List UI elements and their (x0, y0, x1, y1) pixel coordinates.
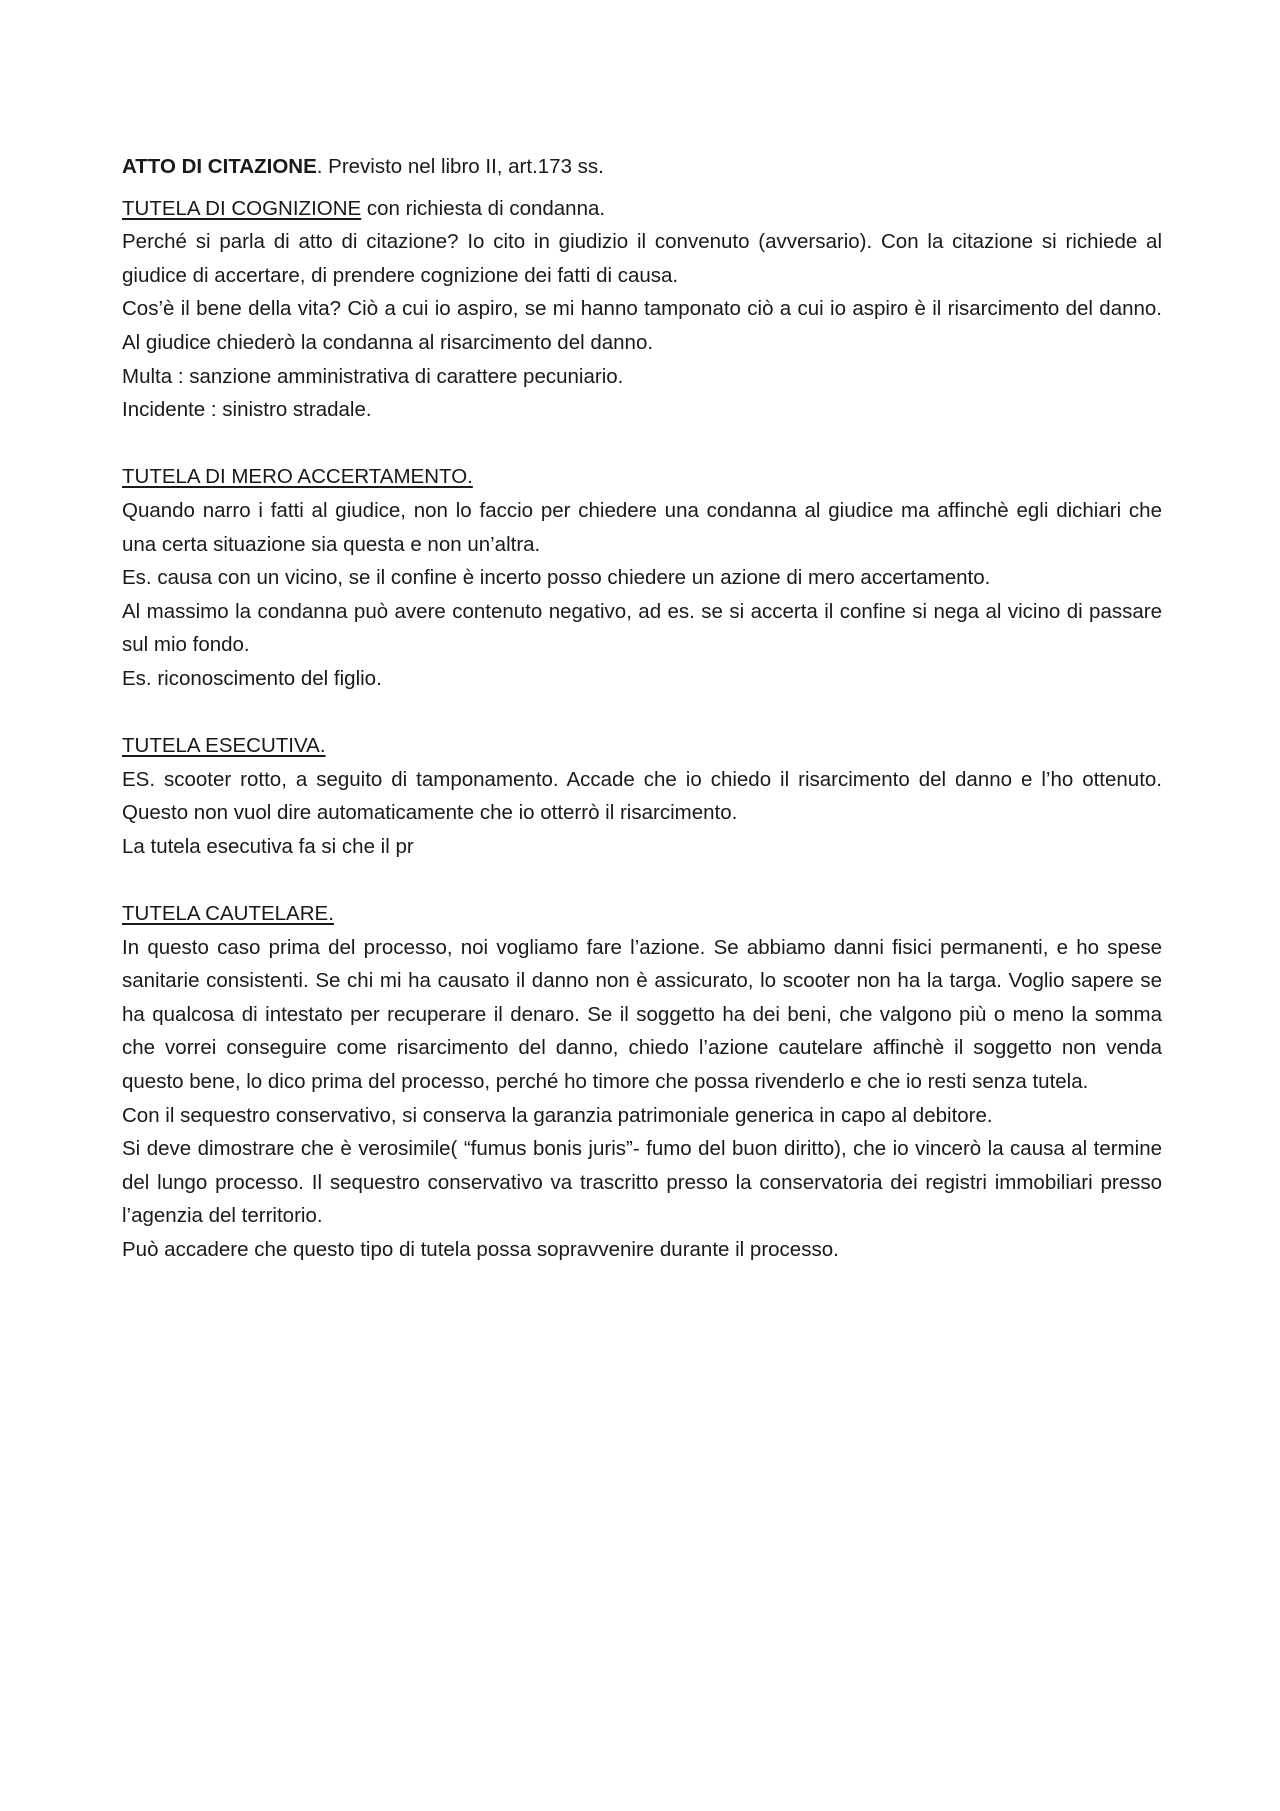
spacer (122, 863, 1162, 897)
paragraph: Incidente : sinistro stradale. (122, 398, 372, 422)
section-heading-line (122, 897, 1162, 931)
section-cautelare (122, 897, 1162, 1267)
section-cognizione (122, 192, 1162, 427)
paragraph: Multa : sanzione amministrativa di carattere pecuniario. (122, 364, 624, 388)
section-heading: TUTELA CAUTELARE. (122, 902, 334, 926)
spacer (122, 696, 1162, 730)
spacer (122, 184, 1162, 192)
paragraph: Quando narro i fatti al giudice, non lo faccio per chiedere una condanna al giudice ma affinchè egli dichiari che una certa situazione sia questa e non un’altra. (122, 498, 1162, 556)
section-heading-line (122, 460, 1162, 494)
section-accertamento (122, 460, 1162, 695)
document-title-line (122, 150, 1162, 184)
paragraph: Si deve dimostrare che è verosimile( “fumus bonis juris”- fumo del buon diritto), che io vincerò la causa al termine del lungo processo. Il sequestro conservativo va trascritto presso la conservatoria dei registri immobiliari presso l’agenzia del territorio. (122, 1137, 1162, 1228)
document-page (122, 150, 1162, 1267)
paragraph: Es. riconoscimento del figlio. (122, 666, 382, 690)
section-heading: TUTELA DI COGNIZIONE (122, 196, 362, 220)
paragraph: Con il sequestro conservativo, si conserva la garanzia patrimoniale generica in capo al debitore. (122, 1103, 993, 1127)
section-heading: TUTELA ESECUTIVA. (122, 734, 326, 758)
paragraph: In questo caso prima del processo, noi vogliamo fare l’azione. Se abbiamo danni fisici permanenti, e ho spese sanitarie consistenti. Se chi mi ha causato il danno non è assicurato, lo scooter non ha la targa. Voglio sapere se ha qualcosa di intestato per recuperare il denaro. Se il soggetto ha dei beni, che valgono più o meno la somma che vorrei conseguire come risarcimento del danno, chiedo l’azione cautelare affinchè il soggetto non venda questo bene, lo dico prima del processo, perché ho timore che possa rivenderlo e che io resti senza tutela. (122, 935, 1162, 1094)
document-title: ATTO DI CITAZIONE (122, 155, 317, 178)
section-esecutiva (122, 729, 1162, 863)
paragraph: Es. causa con un vicino, se il confine è incerto posso chiedere un azione di mero accertamento. (122, 566, 991, 590)
paragraph: Perché si parla di atto di citazione? Io cito in giudizio il convenuto (avversario). Con la citazione si richiede al giudice di accertare, di prendere cognizione dei fatti di causa. (122, 230, 1162, 287)
spacer (122, 427, 1162, 461)
section-heading-line (122, 192, 1162, 226)
paragraph: ES. scooter rotto, a seguito di tamponamento. Accade che io chiedo il risarcimento del danno e l’ho ottenuto. Questo non vuol dire automaticamente che io otterrò il risarcimento. (122, 767, 1162, 825)
document-title-rest: . Previsto nel libro II, art.173 ss. (316, 155, 604, 178)
paragraph: La tutela esecutiva fa si che il pr (122, 834, 414, 858)
paragraph: Cos’è il bene della vita? Ciò a cui io aspiro, se mi hanno tamponato ciò a cui io aspiro è il risarcimento del danno. Al giudice chiederò la condanna al risarcimento del danno. (122, 297, 1162, 354)
paragraph: Al massimo la condanna può avere contenuto negativo, ad es. se si accerta il confine si nega al vicino di passare sul mio fondo. (122, 599, 1162, 657)
paragraph: Può accadere che questo tipo di tutela possa sopravvenire durante il processo. (122, 1238, 839, 1261)
section-heading: TUTELA DI MERO ACCERTAMENTO. (122, 465, 473, 489)
section-heading-line (122, 729, 1162, 763)
section-heading-rest: con richiesta di condanna. (361, 196, 606, 220)
